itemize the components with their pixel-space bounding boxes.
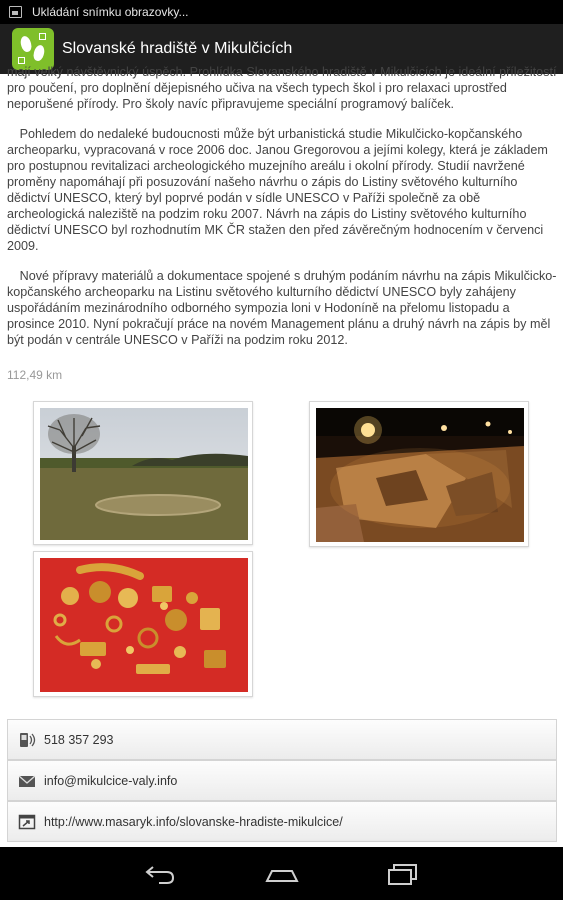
- status-notification-text: Ukládání snímku obrazovky...: [32, 5, 189, 19]
- photo-thumbnail-excavation[interactable]: [309, 401, 529, 547]
- status-bar: [0, 0, 563, 24]
- recents-icon[interactable]: [386, 863, 420, 885]
- photo-thumbnail-landscape[interactable]: [33, 401, 253, 545]
- article-paragraph: Pohledem do nedaleké budoucnosti může být urbanistická studie Mikulčicko-kopčanského archeoparku, vypracovaná v roce 2006 doc. Janou Gregorovou a jejími kolegy, která je základem pro postupnou revitalizaci archeologického muzejního areálu i okolní přírody. Studií navržené proměny napomáhají při posuzování našeho návrhu o zápis do Listiny světového kulturního dědictví UNESCO, který byl poprvé podán v sídle UNESCO v Paříži společně za obě archeologická naleziště na podzim roku 2007. Návrh na zápis do Listiny světového kulturního dědictví UNESCO byl rozhodnutím MK ČR stažen den před závěrečným hodnocením v červenci 2009.: [7, 127, 548, 253]
- navigation-bar: [0, 847, 563, 900]
- email-icon: [18, 773, 36, 789]
- landscape-image: [40, 408, 248, 540]
- article-paragraph: mají velký návštěvnický úspěch. Prohlídka Slovanského hradiště v Mikulčicích je ideální příležitostí pro poučení, pro doplnění dějepisného učiva na všech typech škol i pro relaxaci uprostřed neporušené přírody. Pro školy navíc připravujeme speciální programový balíček.: [7, 65, 557, 111]
- content-area[interactable]: [0, 65, 563, 847]
- contact-phone-row[interactable]: [7, 719, 557, 760]
- page-title: Slovanské hradiště v Mikulčicích: [62, 40, 293, 57]
- back-icon[interactable]: [143, 863, 177, 885]
- article-text: [7, 64, 557, 362]
- phone-icon: [18, 732, 36, 748]
- phone-number-link[interactable]: 518 357 293: [44, 733, 114, 747]
- excavation-image: [316, 408, 524, 542]
- contact-email-row[interactable]: [7, 760, 557, 801]
- screenshot-icon: [9, 6, 22, 18]
- artifacts-image: [40, 558, 248, 692]
- article-paragraph: Nové přípravy materiálů a dokumentace spojené s druhým podáním návrhu na zápis Mikulčicko-kopčanského archeoparku na Listinu světového kulturního dědictví UNESCO byly zahájeny uspořádáním mezinárodního odborného sympozia loni v Hodoníně na přelomu listopadu a prosince 2010. Nyní pokračují práce na novém Management plánu a druhý návrh na zápis by měl být podán v centrále UNESCO v Paříži na podzim roku 2012.: [7, 269, 557, 347]
- home-icon[interactable]: [264, 863, 300, 885]
- distance-label: 112,49 km: [7, 368, 63, 382]
- external-link-icon: [18, 814, 36, 830]
- contact-website-row[interactable]: [7, 801, 557, 842]
- email-link[interactable]: info@mikulcice-valy.info: [44, 774, 178, 788]
- photo-thumbnail-artifacts[interactable]: [33, 551, 253, 697]
- website-link[interactable]: http://www.masaryk.info/slovanske-hradiste-mikulcice/: [44, 815, 343, 829]
